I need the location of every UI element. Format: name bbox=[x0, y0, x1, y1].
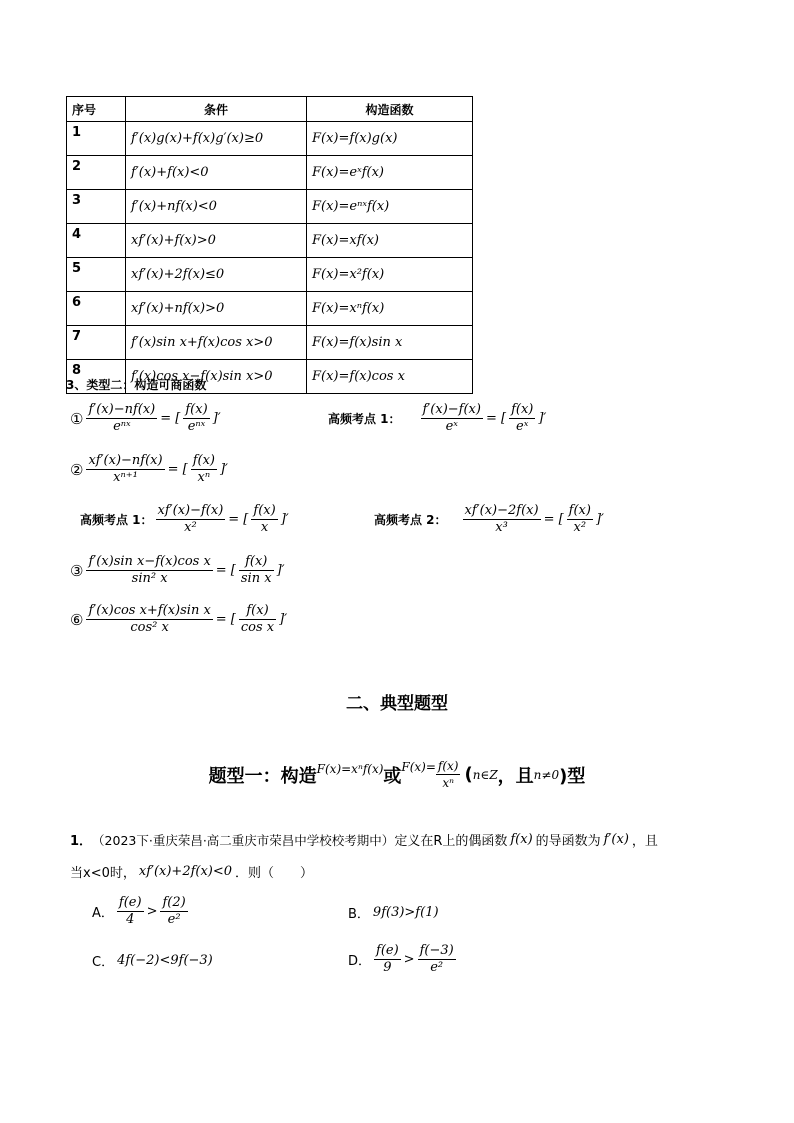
formula-1-lhs: $\frac{f'(x)-nf(x)}{\text{eⁿˣ}}$ bbox=[88, 402, 156, 434]
type-1-paren: ( bbox=[464, 764, 473, 785]
header-function: 构造函数 bbox=[307, 97, 473, 122]
table-row bbox=[67, 292, 473, 326]
section-heading: 二、典型题型 bbox=[346, 694, 448, 714]
bracket-prime: ]′ bbox=[276, 563, 285, 578]
equals-open: = [ bbox=[215, 563, 236, 578]
type-1-or: 或 bbox=[383, 765, 402, 787]
option-d-lhs: $\frac{f(e)}{9}$ bbox=[376, 943, 399, 975]
formula-2-lhs: $\frac{xf'(x)-nf(x)}{\text{xⁿ⁺¹}}$ bbox=[88, 453, 163, 485]
row-index: 8 bbox=[67, 360, 126, 394]
type-1-formula-a: F(x)=xⁿf(x) bbox=[316, 762, 384, 776]
formula-6 bbox=[70, 603, 287, 636]
option-label: A． bbox=[92, 906, 114, 921]
bracket-prime: ]′ bbox=[538, 411, 547, 426]
header-index: 序号 bbox=[67, 97, 126, 122]
hf-label: 高频考点 1： bbox=[80, 513, 153, 527]
hf2-rhs: $\frac{f(x)}{x}$ bbox=[253, 503, 276, 535]
table-row bbox=[67, 122, 473, 156]
bracket-prime: ]′ bbox=[219, 462, 229, 477]
option-b[interactable] bbox=[348, 903, 439, 922]
formula-3 bbox=[70, 554, 285, 587]
row-function: F(x)=xⁿf(x) bbox=[307, 292, 473, 326]
bracket-prime: ]′ bbox=[212, 411, 221, 426]
bracket-prime: ]′ bbox=[280, 512, 289, 527]
operator: > bbox=[403, 952, 415, 967]
option-d[interactable] bbox=[348, 943, 456, 976]
type-1-cond: n∈Z bbox=[472, 767, 498, 782]
type-1-prefix: 题型一：构造 bbox=[208, 765, 317, 787]
row-condition: f′(x)+nf(x)<0 bbox=[126, 190, 307, 224]
row-function: F(x)=eˣf(x) bbox=[307, 156, 473, 190]
row-condition: f′(x)g(x)+f(x)g′(x)≥0 bbox=[126, 122, 307, 156]
row-index: 1 bbox=[67, 122, 126, 156]
circle-1: ① bbox=[70, 409, 84, 428]
row-function: F(x)=eⁿˣf(x) bbox=[307, 190, 473, 224]
formula-2 bbox=[70, 453, 228, 486]
row-index: 4 bbox=[67, 224, 126, 258]
question-source: （2023下·重庆荣昌·高二重庆市荣昌中学校校考期中） bbox=[92, 832, 395, 848]
row-condition: f′(x)+f(x)<0 bbox=[126, 156, 307, 190]
formula-2-rhs: $\frac{f(x)}{\text{xⁿ}}$ bbox=[192, 453, 215, 485]
row-function: F(x)=xf(x) bbox=[307, 224, 473, 258]
question-text: 的导函数为 bbox=[535, 834, 601, 849]
formula-3-lhs: $\frac{\text{f′(x)sin x−f(x)cos x}}{\text{sin² x}}$ bbox=[88, 554, 211, 586]
row-index: 5 bbox=[67, 258, 126, 292]
operator: > bbox=[146, 904, 158, 919]
hf-label: 高频考点 2： bbox=[374, 513, 447, 527]
hf3-lhs: $\frac{xf'(x)-2f(x)}{\text{x³}}$ bbox=[464, 503, 539, 535]
equals-open: = [ bbox=[160, 411, 181, 426]
type-1-suffix: )型 bbox=[559, 765, 586, 787]
row-index: 7 bbox=[67, 326, 126, 360]
circle-6: ⑥ bbox=[70, 610, 84, 629]
row-condition: xf′(x)+f(x)>0 bbox=[126, 224, 307, 258]
question-text: 定义在R上的偶函数 bbox=[394, 834, 508, 849]
header-condition: 条件 bbox=[126, 97, 307, 122]
hf3-rhs: $\frac{f(x)}{\text{x²}}$ bbox=[568, 503, 591, 535]
option-d-rhs: $\frac{f(-3)}{\text{e²}}$ bbox=[419, 943, 454, 975]
row-function: F(x)=f(x)sin x bbox=[307, 326, 473, 360]
formula-6-lhs: $\frac{\text{f′(x)cos x+f(x)sin x}}{\text{cos² x}}$ bbox=[88, 603, 211, 635]
high-frequency-point-1a bbox=[328, 402, 546, 435]
math-inequality: xf′(x)+2f(x)<0 bbox=[138, 864, 233, 879]
question-number: 1． bbox=[70, 834, 93, 849]
hf1-rhs: $\frac{f(x)}{\text{eˣ}}$ bbox=[511, 402, 534, 434]
bracket-prime: ]′ bbox=[279, 612, 288, 627]
table-header-row bbox=[67, 97, 473, 122]
math-fpx: f′(x) bbox=[603, 832, 629, 847]
question-line-2 bbox=[70, 862, 313, 881]
row-condition: xf′(x)+nf(x)>0 bbox=[126, 292, 307, 326]
construction-table bbox=[66, 96, 473, 394]
math-fx: f(x) bbox=[510, 832, 533, 847]
question-text: 当x<0时， bbox=[70, 866, 136, 881]
bracket-prime: ]′ bbox=[595, 512, 604, 527]
row-index: 2 bbox=[67, 156, 126, 190]
hf1-lhs: $\frac{f'(x)-f(x)}{\text{eˣ}}$ bbox=[422, 402, 481, 434]
option-a-lhs: $\frac{f(e)}{4}$ bbox=[118, 895, 142, 927]
row-function: F(x)=f(x)g(x) bbox=[307, 122, 473, 156]
table-row bbox=[67, 224, 473, 258]
option-a-rhs: $\frac{f(2)}{\text{e²}}$ bbox=[162, 895, 186, 927]
row-function: F(x)=x²f(x) bbox=[307, 258, 473, 292]
type-1-heading bbox=[0, 758, 794, 791]
equals-open: = [ bbox=[228, 512, 249, 527]
high-frequency-point-1b bbox=[80, 503, 289, 536]
question-text: ，且 bbox=[631, 834, 658, 849]
formula-3-rhs: $\frac{f(x)}{\text{sin x}}$ bbox=[240, 554, 272, 586]
table-row bbox=[67, 258, 473, 292]
option-label: C． bbox=[92, 955, 115, 970]
equals-open: = [ bbox=[485, 411, 507, 426]
option-b-expr: 9f(3)>f(1) bbox=[372, 905, 439, 920]
question-text: ．则（ ） bbox=[235, 866, 314, 881]
circle-2: ② bbox=[70, 460, 84, 479]
type-1-and: ，且 bbox=[497, 765, 534, 787]
type-1-cond2: n≠0 bbox=[533, 767, 560, 782]
formula-6-rhs: $\frac{f(x)}{\text{cos x}}$ bbox=[240, 603, 275, 635]
type-1-formula-b-lhs: F(x)= bbox=[401, 760, 436, 774]
circle-3: ③ bbox=[70, 561, 84, 580]
table-row bbox=[67, 190, 473, 224]
option-c[interactable] bbox=[92, 951, 213, 970]
equals-open: = [ bbox=[543, 512, 564, 527]
row-condition: f′(x)cos x−f(x)sin x>0 bbox=[126, 360, 307, 394]
hf-label: 高频考点 1： bbox=[328, 412, 401, 426]
option-label: B． bbox=[348, 907, 370, 922]
equals-open: = [ bbox=[167, 462, 188, 477]
section-3-title: 3、类型二：构造可商函数 bbox=[66, 378, 207, 392]
high-frequency-point-2 bbox=[374, 503, 604, 536]
row-condition: f′(x)sin x+f(x)cos x>0 bbox=[126, 326, 307, 360]
option-c-expr: 4f(−2)<9f(−3) bbox=[117, 953, 213, 968]
question-line-1 bbox=[70, 830, 658, 849]
formula-1-rhs: $\frac{f(x)}{\text{eⁿˣ}}$ bbox=[185, 402, 208, 434]
table-row bbox=[67, 326, 473, 360]
type-1-formula-b-frac: $\frac{f(x)}{\text{xⁿ}}$ bbox=[437, 759, 459, 790]
row-index: 3 bbox=[67, 190, 126, 224]
option-label: D． bbox=[348, 954, 372, 969]
formula-1 bbox=[70, 402, 221, 435]
row-index: 6 bbox=[67, 292, 126, 326]
option-a[interactable] bbox=[92, 895, 188, 928]
equals-open: = [ bbox=[215, 612, 236, 627]
hf2-lhs: $\frac{xf'(x)-f(x)}{\text{x²}}$ bbox=[157, 503, 224, 535]
row-condition: xf′(x)+2f(x)≤0 bbox=[126, 258, 307, 292]
row-function: F(x)=f(x)cos x bbox=[307, 360, 473, 394]
table-row bbox=[67, 156, 473, 190]
